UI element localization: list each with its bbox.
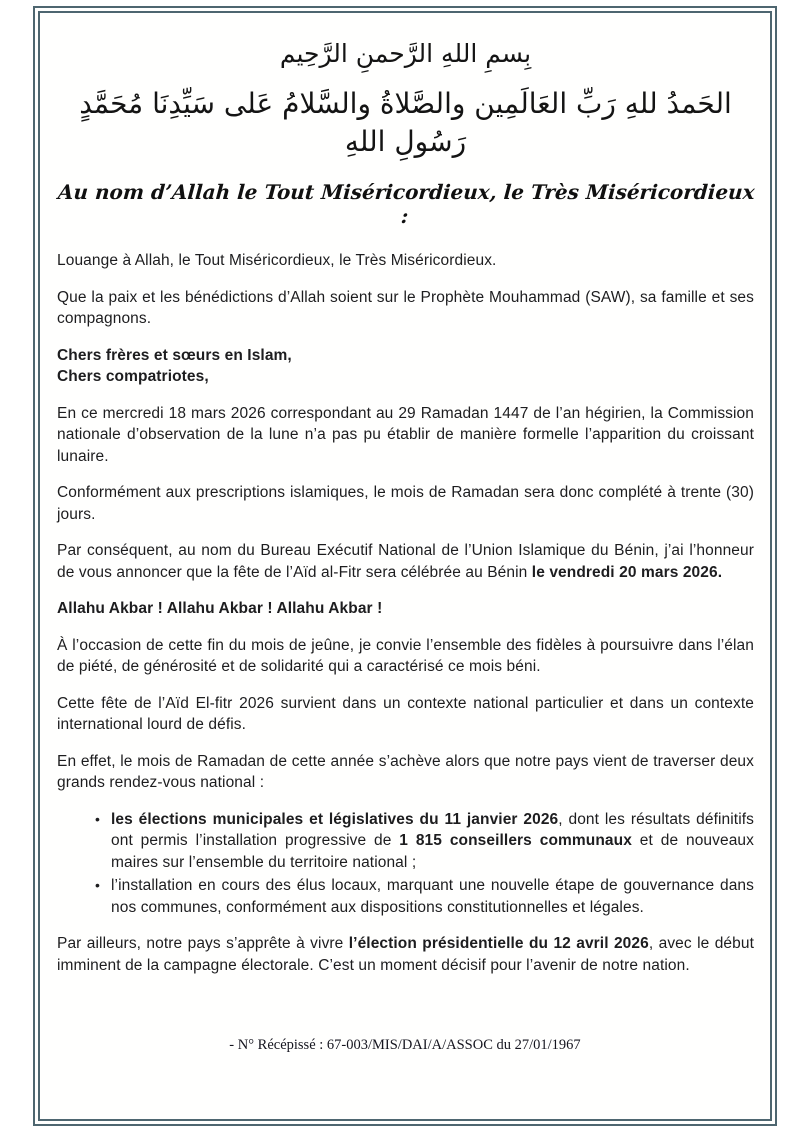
paragraph — [57, 635, 754, 678]
paragraph — [57, 403, 754, 468]
bold-text-run: 1 815 conseillers communaux — [399, 832, 632, 850]
paragraph — [57, 482, 754, 525]
text-run: et de nouveaux maires sur l’ensemble du territoire national ; — [111, 832, 755, 871]
bullet-item — [95, 809, 754, 874]
paragraph — [57, 287, 754, 330]
paragraph — [57, 345, 754, 388]
bold-text-run: Chers compatriotes, — [57, 368, 209, 386]
text-run: , dont les résultats définitifs ont permis l’installation progressive de — [111, 810, 754, 850]
text-run: À l’occasion de cette fin du mois de jeûne, je convie l’ensemble des fidèles à poursuivre dans l’élan de piété, de générosité et de solidarité qui a caractérisé ce mois béni. — [57, 636, 754, 676]
bold-text-run: Chers frères et sœurs en Islam, — [57, 346, 292, 364]
paragraph — [57, 693, 754, 736]
paragraph — [57, 540, 754, 583]
text-run: Conformément aux prescriptions islamiques, le mois de Ramadan sera donc complété à trente (30) jours. — [57, 484, 754, 523]
bold-text-run: les élections municipales et législatives du 11 janvier 2026 — [111, 810, 559, 828]
text-run: l’installation en cours des élus locaux, marquant une nouvelle étape de gouvernance dans nos communes, conformément aux dispositions constitutionnelles et légales. — [111, 877, 754, 916]
text-run: Que la paix et les bénédictions d’Allah soient sur le Prophète Mouhammad (SAW), sa famille et ses compagnons. — [57, 288, 754, 328]
text-run: Par conséquent, au nom du Bureau Exécutif National de l’Union Islamique du Bénin, j’ai l’honneur de vous annoncer que la fête de l’Aïd al-Fitr sera célébrée au Bénin — [57, 542, 754, 581]
document-body — [57, 250, 754, 976]
paragraph — [57, 933, 754, 976]
bullet-item — [95, 875, 754, 918]
paragraph — [57, 250, 754, 272]
bold-text-run: Allahu Akbar ! Allahu Akbar ! Allahu Akbar ! — [57, 600, 383, 618]
bold-text-run: l’élection présidentielle du 12 avril 2026 — [348, 935, 649, 953]
page-content — [40, 13, 770, 976]
text-run: En ce mercredi 18 mars 2026 correspondant au 29 Ramadan 1447 de l’an hégirien, la Commission nationale d’observation de la lune n’a pas pu établir de manière formelle l’apparition du croissant lunaire. — [57, 404, 754, 465]
basmala-arabic-line: بِسمِ اللهِ الرَّحمنِ الرَّحِيم — [279, 39, 532, 68]
paragraph — [57, 751, 754, 794]
french-invocation-heading: Au nom d’Allah le Tout Miséricordieux, le Très Miséricordieux : — [57, 180, 756, 229]
bullet-list — [57, 809, 754, 919]
paragraph — [57, 598, 754, 620]
page-border-frame — [33, 6, 777, 1126]
text-run: Louange à Allah, le Tout Miséricordieux, le Très Miséricordieux. — [57, 252, 497, 270]
text-run: , avec le début imminent de la campagne électorale. C’est un moment décisif pour l’avenir de notre nation. — [57, 935, 754, 974]
footer-receipt-number: - N° Récépissé : 67-003/MIS/DAI/A/ASSOC du 27/01/1967 — [229, 1037, 581, 1053]
text-run: Cette fête de l’Aïd El-fitr 2026 survient dans un contexte national particulier et dans un contexte international lourd de défis. — [57, 694, 754, 734]
text-run: Par ailleurs, notre pays s’apprête à vivre — [57, 935, 349, 953]
hamdala-arabic-line: الحَمدُ للهِ رَبِّ العَالَمِين والصَّلاةُ والسَّلامُ عَلى سَيِّدِنَا مُحَمَّدٍ رَسُولِ اللهِ — [79, 86, 732, 158]
bold-text-run: le vendredi 20 mars 2026. — [531, 563, 723, 581]
text-run: En effet, le mois de Ramadan de cette année s’achève alors que notre pays vient de traverser deux grands rendez-vous national : — [57, 752, 754, 792]
